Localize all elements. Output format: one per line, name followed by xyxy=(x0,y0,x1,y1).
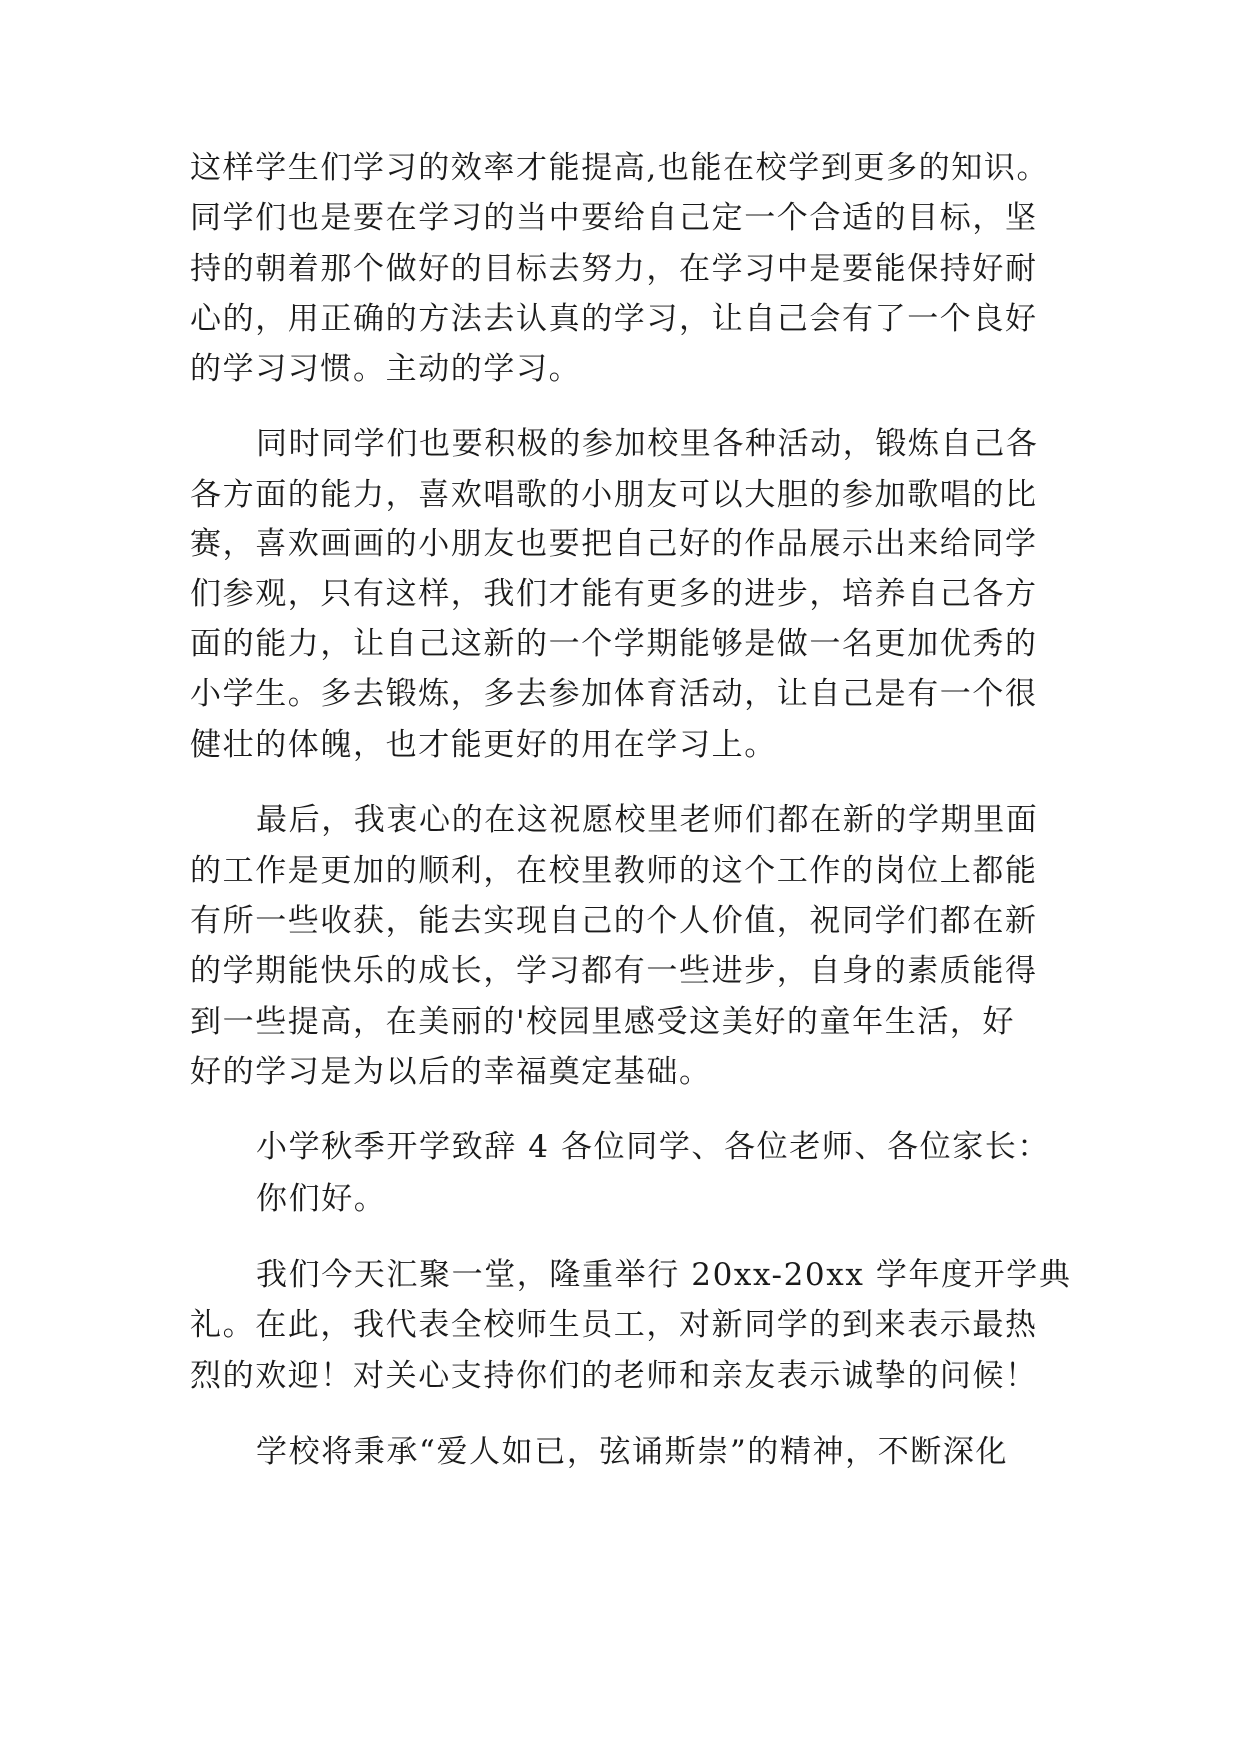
text-line: 的学习习惯。主动的学习。 xyxy=(190,351,582,387)
text-line: 好的学习是为以后的幸福奠定基础。 xyxy=(190,1054,712,1090)
text-line: 有所一些收获，能去实现自己的个人价值，祝同学们都在新 xyxy=(190,903,1038,939)
text-line: 烈的欢迎！对关心支持你们的老师和亲友表示诚挚的问候！ xyxy=(190,1358,1038,1394)
paragraph-start-line: 最后，我衷心的在这祝愿校里老师们都在新的学期里面 xyxy=(256,802,1039,838)
text-line: 礼。在此，我代表全校师生员工，对新同学的到来表示最热 xyxy=(190,1307,1038,1343)
speech-title-line: 小学秋季开学致辞 4 各位同学、各位老师、各位家长： xyxy=(256,1129,1051,1165)
text-line: 心的，用正确的方法去认真的学习，让自己会有了一个良好 xyxy=(190,301,1038,337)
text-line: 持的朝着那个做好的目标去努力，在学习中是要能保持好耐 xyxy=(190,251,1038,287)
text-line: 这样学生们学习的效率才能提高,也能在校学到更多的知识。 xyxy=(190,150,1050,186)
text-line: 小学生。多去锻炼，多去参加体育活动，让自己是有一个很 xyxy=(190,676,1038,712)
text-line: 健壮的体魄，也才能更好的用在学习上。 xyxy=(190,727,777,763)
text-line: 的工作是更加的顺利，在校里教师的这个工作的岗位上都能 xyxy=(190,853,1038,889)
text-line: 赛，喜欢画画的小朋友也要把自己好的作品展示出来给同学 xyxy=(190,526,1038,562)
text-line: 面的能力，让自己这新的一个学期能够是做一名更加优秀的 xyxy=(190,626,1038,662)
paragraph-start-line: 同时同学们也要积极的参加校里各种活动，锻炼自己各 xyxy=(256,426,1039,462)
text-line: 同学们也是要在学习的当中要给自己定一个合适的目标，坚 xyxy=(190,200,1038,236)
text-line: 各方面的能力，喜欢唱歌的小朋友可以大胆的参加歌唱的比 xyxy=(190,477,1038,513)
text-line: 们参观，只有这样，我们才能有更多的进步，培养自己各方 xyxy=(190,576,1038,612)
paragraph-start-line: 我们今天汇聚一堂，隆重举行 20xx-20xx 学年度开学典 xyxy=(256,1257,1072,1293)
greeting-line: 你们好。 xyxy=(256,1181,387,1217)
paragraph-start-line: 学校将秉承“爱人如已，弦诵斯崇”的精神，不断深化 xyxy=(256,1434,1009,1470)
text-line: 到一些提高，在美丽的'校园里感受这美好的童年生活，好 xyxy=(190,1004,1016,1040)
text-line: 的学期能快乐的成长，学习都有一些进步，自身的素质能得 xyxy=(190,953,1038,989)
